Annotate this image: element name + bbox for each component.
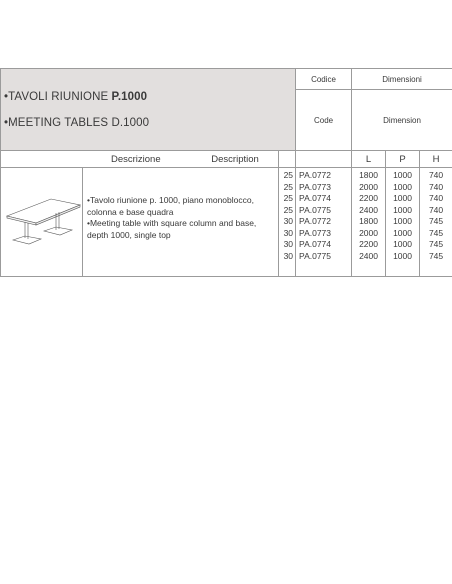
depth-cell: 1000 bbox=[393, 216, 412, 226]
code-cell: PA.0775 bbox=[299, 250, 332, 261]
height-cell: 745 bbox=[428, 239, 444, 249]
descrizione-header: Descrizione bbox=[111, 153, 161, 165]
code-label: Code bbox=[296, 90, 352, 151]
qty-cell: 30 bbox=[283, 250, 294, 261]
length-cell: 2400 bbox=[359, 204, 378, 215]
qty-cell: 30 bbox=[283, 216, 294, 226]
length-cell: 2000 bbox=[359, 227, 378, 238]
code-column bbox=[296, 168, 352, 277]
product-table bbox=[0, 68, 452, 277]
code-column-header bbox=[296, 151, 352, 168]
height-column-header: H bbox=[420, 151, 452, 168]
height-cell: 740 bbox=[428, 170, 444, 180]
height-cell: 745 bbox=[428, 216, 444, 226]
height-cell: 745 bbox=[428, 250, 444, 261]
length-column bbox=[352, 168, 386, 277]
depth-cell: 1000 bbox=[393, 227, 412, 238]
height-column bbox=[420, 168, 452, 277]
qty-cell: 25 bbox=[283, 170, 294, 180]
depth-column bbox=[386, 168, 420, 277]
title-italian-bold: P.1000 bbox=[111, 90, 148, 103]
length-cell: 1800 bbox=[359, 170, 378, 180]
title-block bbox=[1, 69, 296, 151]
depth-cell: 1000 bbox=[393, 170, 412, 180]
product-description bbox=[83, 168, 279, 277]
height-cell: 740 bbox=[428, 193, 444, 203]
title-english: •MEETING TABLES D.1000 bbox=[4, 116, 150, 129]
code-cell: PA.0775 bbox=[299, 204, 332, 215]
description-italian: •Tavolo riunione p. 1000, piano monoblocco, colonna e base quadra bbox=[87, 195, 254, 217]
depth-cell: 1000 bbox=[393, 250, 412, 261]
code-cell: PA.0772 bbox=[299, 170, 332, 180]
height-cell: 745 bbox=[428, 227, 444, 238]
depth-cell: 1000 bbox=[393, 204, 412, 215]
depth-column-header: P bbox=[386, 151, 420, 168]
qty-cell: 30 bbox=[283, 239, 294, 249]
code-cell: PA.0774 bbox=[299, 239, 332, 249]
code-cell: PA.0772 bbox=[299, 216, 332, 226]
description-column-header bbox=[1, 151, 279, 168]
length-column-header: L bbox=[352, 151, 386, 168]
title-italian bbox=[4, 91, 295, 103]
length-cell: 2400 bbox=[359, 250, 378, 261]
qty-cell: 25 bbox=[283, 193, 294, 203]
qty-column-header bbox=[279, 151, 296, 168]
codice-label: Codice bbox=[296, 69, 352, 90]
qty-cell: 25 bbox=[283, 204, 294, 215]
height-cell: 740 bbox=[428, 181, 444, 192]
height-cell: 740 bbox=[428, 204, 444, 215]
dimension-label: Dimension bbox=[352, 90, 452, 151]
length-cell: 2200 bbox=[359, 193, 378, 203]
code-cell: PA.0774 bbox=[299, 193, 332, 203]
length-cell: 2000 bbox=[359, 181, 378, 192]
depth-cell: 1000 bbox=[393, 181, 412, 192]
product-row bbox=[1, 168, 452, 277]
description-english: •Meeting table with square column and base, depth 1000, single top bbox=[87, 218, 257, 240]
code-cell: PA.0773 bbox=[299, 227, 332, 238]
code-cell: PA.0773 bbox=[299, 181, 332, 192]
length-cell: 2200 bbox=[359, 239, 378, 249]
title-italian-prefix: •TAVOLI RIUNIONE bbox=[4, 90, 112, 103]
dimensioni-label: Dimensioni bbox=[352, 69, 452, 90]
meeting-table-icon bbox=[1, 168, 83, 274]
qty-cell: 25 bbox=[283, 181, 294, 192]
qty-cell: 30 bbox=[283, 227, 294, 238]
product-image-cell bbox=[1, 168, 83, 277]
depth-cell: 1000 bbox=[393, 193, 412, 203]
description-header: Description bbox=[211, 153, 259, 165]
header-row-italian bbox=[1, 69, 452, 90]
depth-cell: 1000 bbox=[393, 239, 412, 249]
length-cell: 1800 bbox=[359, 216, 378, 226]
column-header-row bbox=[1, 151, 452, 168]
catalog-sheet bbox=[0, 68, 452, 277]
qty-column bbox=[279, 168, 296, 277]
